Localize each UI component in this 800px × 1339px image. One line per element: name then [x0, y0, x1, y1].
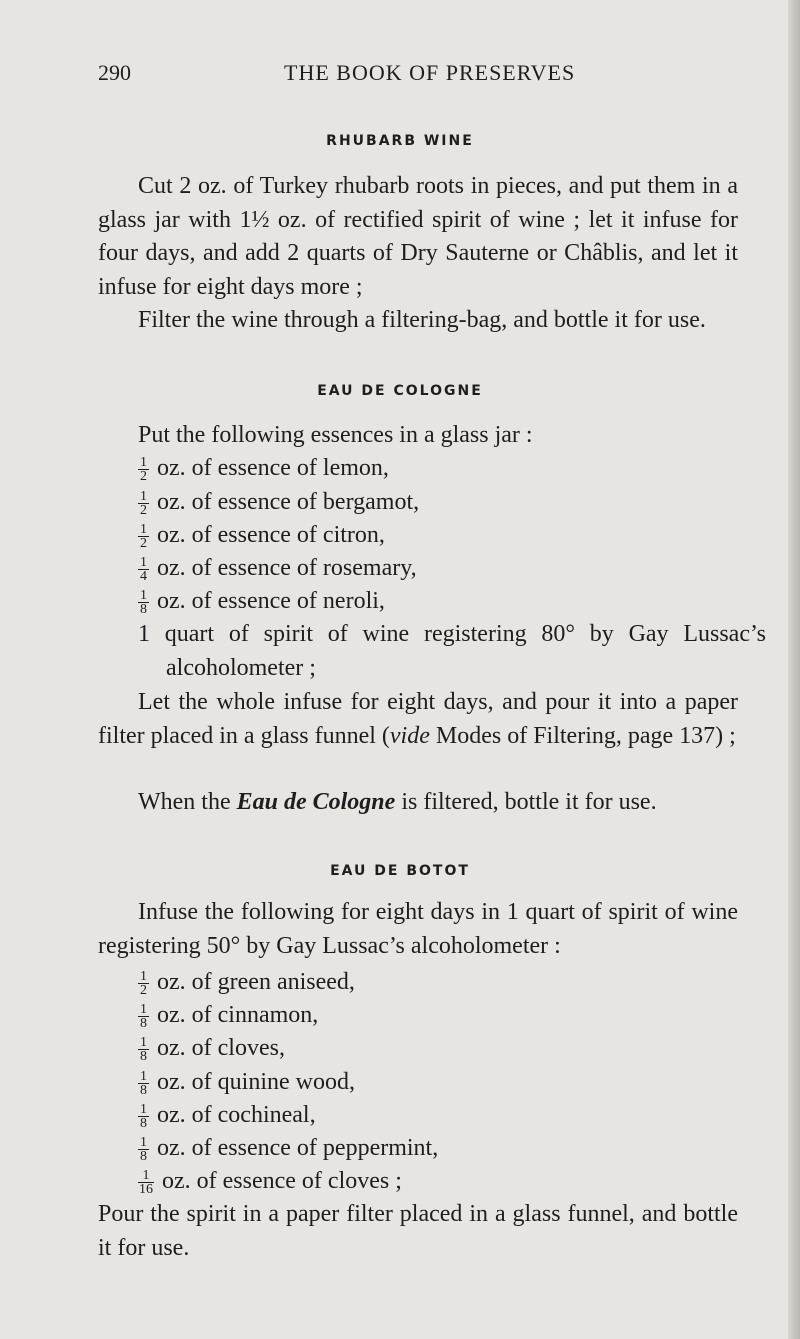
ingredient-item: $\frac{1}{8}$ oz. of cochineal, — [140, 1101, 316, 1131]
ingredient-item: $\frac{1}{8}$ oz. of essence of peppermint, — [140, 1134, 439, 1164]
ingredient-item: $\frac{1}{8}$ oz. of cinnamon, — [140, 1001, 319, 1031]
fraction: $\frac{1}{8}$ — [140, 1034, 147, 1064]
page-edge — [788, 0, 800, 1339]
page-header — [0, 58, 800, 90]
rhubarb-paragraph-1: Cut 2 oz. of Turkey rhubarb roots in pieces, and put them in a glass jar with 1½ oz. of rectified spirit of wine ; let it infuse for four days, and add 2 quarts of Dry Sauterne or Châblis, and let it infuse for eight days more ; — [98, 173, 738, 300]
cologne-intro: Put the following essences in a glass jar : — [138, 422, 533, 448]
running-title: THE BOOK OF PRESERVES — [284, 60, 576, 85]
ingredient-item: $\frac{1}{2}$ oz. of essence of lemon, — [140, 454, 389, 484]
ingredient-item: $\frac{1}{2}$ oz. of essence of bergamot, — [140, 488, 420, 518]
section-heading-eau-de-cologne: EAU DE COLOGNE — [317, 383, 483, 399]
fraction: $\frac{1}{8}$ — [140, 1001, 147, 1031]
ingredient-item: $\frac{1}{8}$ oz. of essence of neroli, — [140, 587, 385, 617]
section-heading-rhubarb-wine: RHUBARB WINE — [326, 133, 474, 149]
ingredient-item: $\frac{1}{2}$ oz. of essence of citron, — [140, 521, 385, 551]
fraction: $\frac{1}{2}$ — [140, 521, 147, 551]
cologne-filter-paragraph: Let the whole infuse for eight days, and pour it into a paper filter placed in a glass funnel (vide Modes of Filtering, page 137) ; — [98, 689, 738, 749]
ingredient-item: $\frac{1}{8}$ oz. of cloves, — [140, 1034, 285, 1064]
ingredient-item: $\frac{1}{8}$ oz. of quinine wood, — [140, 1068, 355, 1098]
fraction: $\frac{1}{2}$ — [140, 488, 147, 518]
fraction: $\frac{1}{8}$ — [140, 1134, 147, 1164]
page-number: 290 — [98, 60, 131, 85]
ingredient-item: $\frac{1}{4}$ oz. of essence of rosemary, — [140, 554, 417, 584]
ingredient-item: $\frac{1}{16}$ oz. of essence of cloves ; — [139, 1167, 402, 1197]
section-heading-eau-de-botot: EAU DE BOTOT — [330, 863, 470, 879]
cologne-bottle-paragraph: When the Eau de Cologne is filtered, bottle it for use. — [138, 789, 657, 815]
ingredient-item: $\frac{1}{2}$ oz. of green aniseed, — [140, 968, 355, 998]
fraction: $\frac{1}{8}$ — [140, 1068, 147, 1098]
fraction: $\frac{1}{8}$ — [140, 587, 147, 617]
fraction: $\frac{1}{2}$ — [140, 454, 147, 484]
cologne-spirit-line: 1 quart of spirit of wine registering 80° by Gay Lussac’s alcoholometer ; — [138, 621, 766, 681]
botot-closing-paragraph: Pour the spirit in a paper filter placed in a glass funnel, and bottle it for use. — [98, 1201, 738, 1261]
fraction: $\frac{1}{4}$ — [140, 554, 147, 584]
fraction: $\frac{1}{2}$ — [140, 968, 147, 998]
botot-intro: Infuse the following for eight days in 1 quart of spirit of wine registering 50° by Gay Lussac’s alcoholometer : — [98, 899, 738, 959]
fraction: $\frac{1}{16}$ — [139, 1167, 153, 1197]
fraction: $\frac{1}{8}$ — [140, 1101, 147, 1131]
rhubarb-paragraph-2: Filter the wine through a filtering-bag, and bottle it for use. — [138, 307, 706, 333]
